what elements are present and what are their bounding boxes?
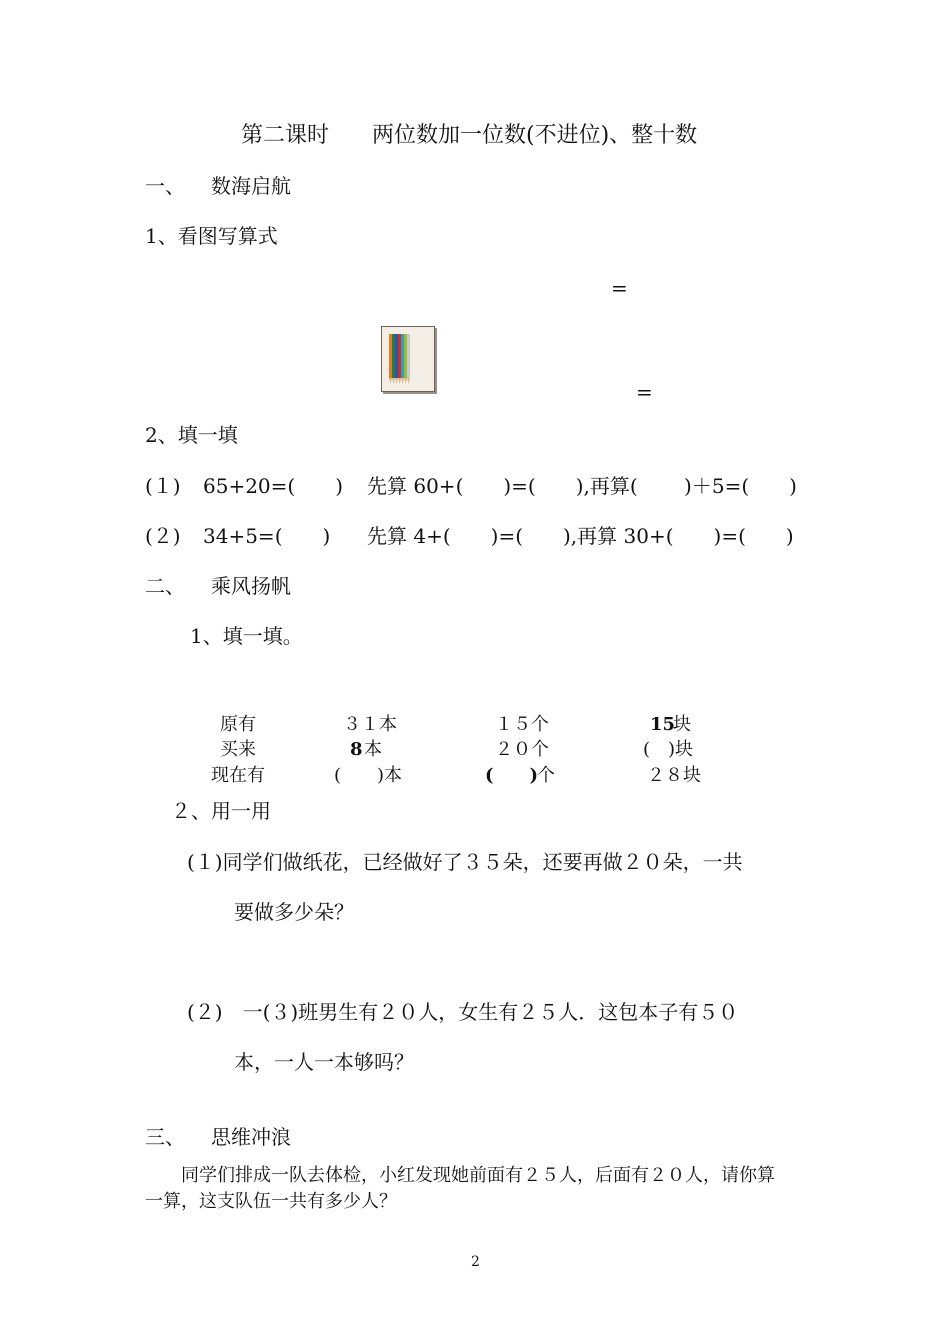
table-row3-label: 现在有 — [211, 765, 265, 786]
table-row1-c1: ３１本 — [343, 714, 397, 735]
table-row2-c1-unit: 本 — [364, 739, 382, 760]
table-row3-c2-unit: 个 — [537, 765, 555, 786]
lesson-label: 第二课时 — [241, 123, 330, 148]
problem2-line1: (２) 一(３)班男生有２０人，女生有２５人．这包本子有５０ — [187, 1000, 739, 1024]
q1-label: 1、看图写算式 — [145, 224, 278, 248]
problem1-line1: (１)同学们做纸花，已经做好了３５朵，还要再做２０朵，一共 — [187, 850, 743, 874]
table-row2-c3: ( )块 — [643, 739, 694, 760]
problem1-line2: 要做多少朵？ — [234, 900, 354, 924]
table-row3-c1: ( )本 — [334, 765, 403, 786]
section1-number: 一、 — [145, 174, 185, 198]
table-row1-label: 原有 — [220, 714, 256, 735]
equation-1-equals: = — [611, 276, 628, 300]
section2-title: 乘风扬帆 — [211, 574, 291, 598]
section3-title: 思维冲浪 — [211, 1125, 291, 1149]
table-row2-c2: ２０个 — [495, 739, 549, 760]
page-title: 两位数加一位数(不进位)、整十数 — [372, 123, 698, 148]
q2-row1-number: (１) — [145, 474, 181, 498]
table-row1-c3-number: 15 — [650, 714, 676, 735]
section3-line2: 一算，这支队伍一共有多少人？ — [145, 1191, 397, 1212]
table-row3-c3: ２８块 — [647, 765, 701, 786]
section3-number: 三、 — [145, 1125, 185, 1149]
q2-label: 2、填一填 — [145, 423, 238, 447]
q2-row2-number: (２) — [145, 524, 181, 548]
s2-q1-label: 1、填一填。 — [190, 624, 303, 648]
pencil-box-icon — [388, 332, 412, 386]
q2-row1-expression: 65+20=( ) — [203, 474, 344, 498]
section2-number: 二、 — [145, 574, 185, 598]
section3-line1: 同学们排成一队去体检，小红发现她前面有２５人，后面有２０人，请你算 — [181, 1165, 775, 1186]
equation-2-equals: = — [636, 380, 653, 404]
problem2-line2: 本，一人一本够吗？ — [234, 1050, 414, 1074]
section1-title: 数海启航 — [211, 174, 291, 198]
page-number: 2 — [471, 1254, 480, 1270]
q2-row1-steps: 先算 60+( )=( ),再算( )＋5=( ) — [367, 474, 797, 498]
table-row2-label: 买来 — [220, 739, 256, 760]
s2-q2-label: ２、用一用 — [171, 799, 271, 823]
table-row2-c1-number: 8 — [350, 739, 363, 760]
table-row1-c3-unit: 块 — [673, 714, 691, 735]
table-row3-c2-paren: ( ) — [485, 765, 539, 786]
pencil-box-picture — [381, 326, 435, 392]
q2-row2-steps: 先算 4+( )=( ),再算 30+( )=( ) — [367, 524, 794, 548]
q2-row2-expression: 34+5=( ) — [203, 524, 331, 548]
table-row1-c2: １５个 — [495, 714, 549, 735]
